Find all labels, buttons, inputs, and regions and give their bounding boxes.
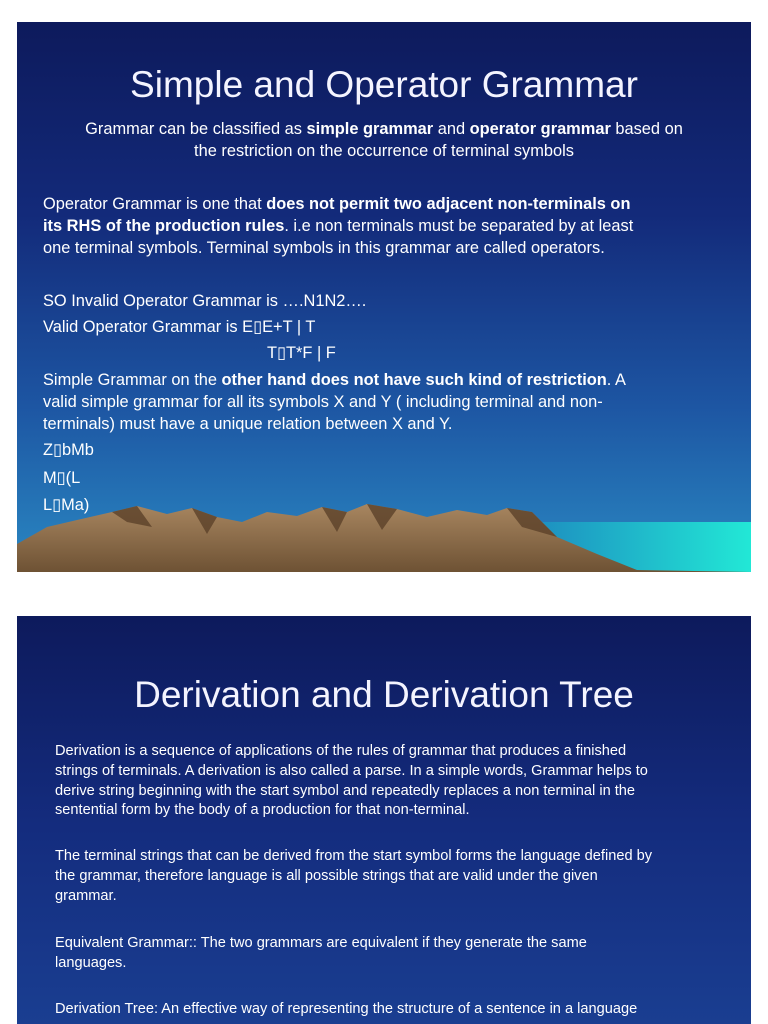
intro-bold-operator: operator grammar (469, 120, 611, 138)
rule-line: L▯Ma) (43, 496, 90, 514)
text-line: the grammar, therefore language is all possible strings that are valid under the given (55, 867, 598, 884)
text-line: languages. (55, 954, 127, 971)
text-line: strings of terminals. A derivation is also called a parse. In a simple words, Grammar helps to (55, 762, 648, 779)
intro-text: and (433, 120, 470, 138)
operator-bold: does not permit two adjacent non-terminals on (266, 195, 631, 213)
rule-line: Z▯bMb (43, 441, 94, 459)
text-line: sentential form by the body of a production for that non-terminal. (55, 802, 470, 819)
text-line: Derivation Tree: An effective way of representing the structure of a sentence in a language (55, 1001, 638, 1017)
mountain-landscape (17, 482, 751, 572)
text-line: The terminal strings that can be derived from the start symbol forms the language defined by (55, 848, 653, 864)
intro-text: Grammar can be classified as (85, 120, 307, 138)
simple-text: Simple Grammar on the (43, 371, 222, 389)
operator-line-2 (43, 215, 743, 237)
simple-line-3: terminals) must have a unique relation between X and Y. (43, 415, 453, 433)
paragraph-equivalent-grammar (55, 934, 735, 974)
text-line: derive string beginning with the start symbol and repeatedly replaces a non terminal in the (55, 782, 636, 799)
intro-bold-simple: simple grammar (306, 120, 434, 138)
simple-line-1 (43, 369, 743, 391)
paragraph-derivation (55, 742, 735, 821)
slide-title: Simple and Operator Grammar (130, 64, 638, 105)
invalid-operator-line: SO Invalid Operator Grammar is ….N1N2…. (43, 292, 367, 310)
intro-line-2: the restriction on the occurrence of terminal symbols (194, 142, 574, 160)
valid-operator-line-2: T▯T*F | F (267, 344, 336, 362)
rule-line: M▯(L (43, 469, 81, 487)
text-line: Equivalent Grammar:: The two grammars are equivalent if they generate the same (55, 935, 587, 951)
simple-bold: other hand does not have such kind of restriction (221, 371, 607, 389)
operator-line-1 (43, 193, 743, 215)
simple-text: . A (606, 371, 626, 389)
intro-text: based on (610, 120, 683, 138)
operator-text: . i.e non terminals must be separated by at least (284, 217, 634, 235)
text-line: grammar. (55, 887, 117, 904)
paragraph-derivation-tree (55, 1000, 735, 1020)
text-line: Derivation is a sequence of applications of the rules of grammar that produces a finished (55, 743, 627, 759)
slide-title: Derivation and Derivation Tree (134, 674, 634, 715)
intro-line-1 (17, 118, 751, 140)
slide-simple-operator-grammar (17, 22, 751, 572)
paragraph-language (55, 847, 735, 906)
operator-bold: its RHS of the production rules (43, 217, 285, 235)
simple-line-2: valid simple grammar for all its symbols X and Y ( including terminal and non- (43, 393, 603, 411)
operator-text: Operator Grammar is one that (43, 195, 267, 213)
operator-line-3: one terminal symbols. Terminal symbols in this grammar are called operators. (43, 239, 605, 257)
valid-operator-line: Valid Operator Grammar is E▯E+T | T (43, 318, 316, 336)
slide-derivation-tree (17, 616, 751, 1024)
